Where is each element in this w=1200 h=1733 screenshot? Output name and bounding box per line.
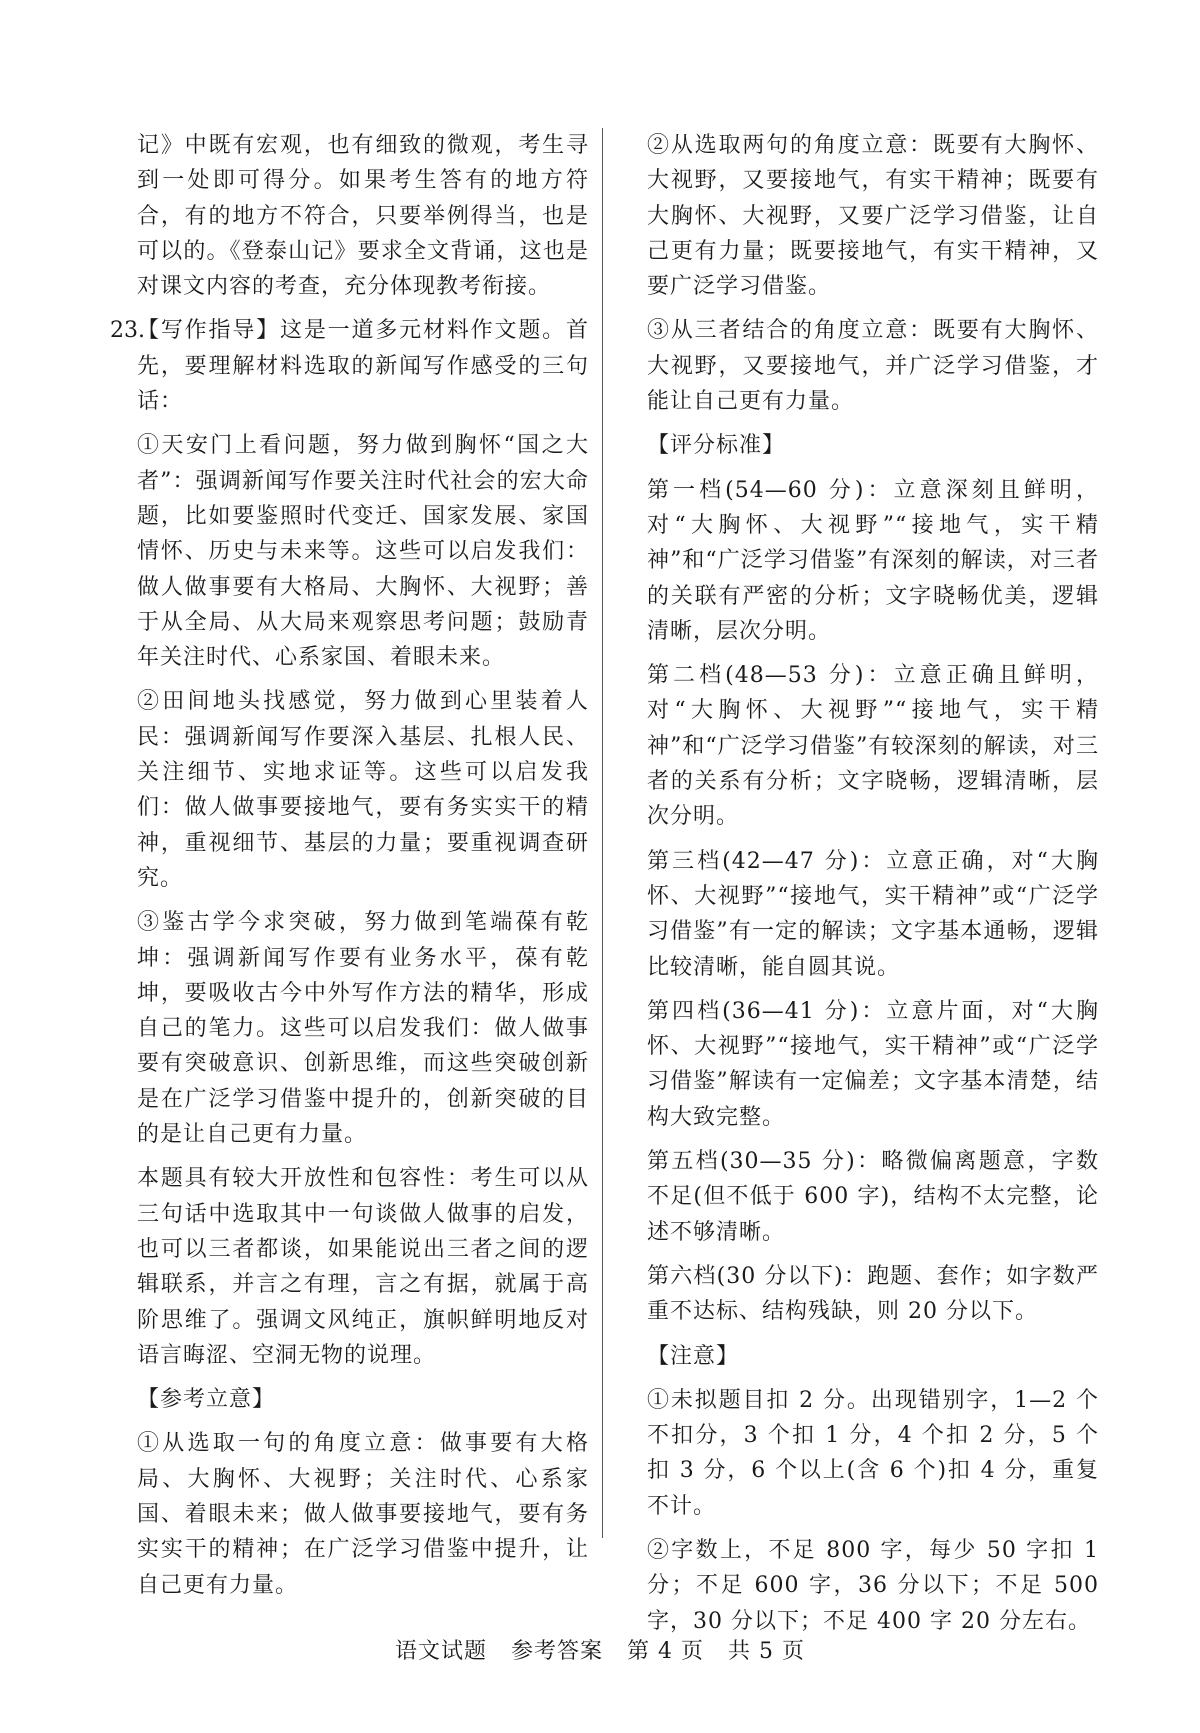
grade-4: 第四档(36—41 分)：立意片面，对“大胸怀、大视野”“接地气，实干精神”或“广泛学习借鉴”解读有一定偏差；文字基本清楚，结构大致完整。 xyxy=(647,998,1099,1130)
question-23 xyxy=(110,313,589,419)
right-column xyxy=(647,128,1099,1639)
footer-page-number: 第 4 页 xyxy=(627,1639,705,1664)
reference-item-1: ①从选取一句的角度立意：做事要有大格局、大胸怀、大视野；关注时代、心系家国、着眼未来；做人做事要接地气，要有务实实干的精神；在广泛学习借鉴中提升，让自己更有力量。 xyxy=(137,1431,589,1598)
reference-item-3: ③从三者结合的角度立意：既要有大胸怀、大视野，又要接地气，并广泛学习借鉴，才能让自己更有力量。 xyxy=(647,318,1099,415)
grade-3: 第三档(42—47 分)：立意正确，对“大胸怀、大视野”“接地气，实干精神”或“广泛学习借鉴”有一定的解读；文字基本通畅，逻辑比较清晰，能自圆其说。 xyxy=(647,848,1099,980)
footer-total-pages: 共 5 页 xyxy=(728,1639,805,1664)
grade-5: 第五档(30—35 分)：略微偏离题意，字数不足(但不低于 600 字)，结构不太完整，论述不够清晰。 xyxy=(647,1149,1099,1245)
left-column xyxy=(110,128,589,1603)
note-heading: 【注意】 xyxy=(647,1343,740,1369)
column-divider xyxy=(602,128,603,1538)
openness-paragraph: 本题具有较大开放性和包容性：考生可以从三句话中选取其中一句谈做人做事的启发，也可以三者都谈，如果能说出三者之间的逻辑联系，并言之有理，言之有据，就属于高阶思维了。强调文风纯正，旗帜鲜明地反对语言晦涩、空洞无物的说理。 xyxy=(137,1166,589,1368)
question-number: 23. xyxy=(110,318,145,344)
grade-1: 第一档(54—60 分)：立意深刻且鲜明，对“大胸怀、大视野”“接地气，实干精神”和“广泛学习借鉴”有深刻的解读，对三者的关联有严密的分析；文字晓畅优美，逻辑清晰，层次分明。 xyxy=(647,477,1099,644)
note-2: ②字数上，不足 800 字，每少 50 字扣 1 分；不足 600 字，36 分以下；不足 500 字，30 分以下；不足 400 字 20 分左右。 xyxy=(647,1537,1099,1634)
guide-item-2: ②田间地头找感觉，努力做到心里装着人民：强调新闻写作要深入基层、扎根人民、关注细节、实地求证等。这些可以启发我们：做人做事要接地气，要有务实实干的精神，重视细节、基层的力量；要重视调查研究。 xyxy=(137,689,589,891)
guide-item-1: ①天安门上看问题，努力做到胸怀“国之大者”：强调新闻写作要关注时代社会的宏大命题，比如要鉴照时代变迁、国家发展、家国情怀、历史与未来等。这些可以启发我们：做人做事要有大格局、大胸怀、大视野；善于从全局、从大局来观察思考问题；鼓励青年关注时代、心系家国、着眼未来。 xyxy=(137,433,589,671)
footer-subject: 语文试题 xyxy=(395,1639,488,1664)
reference-heading: 【参考立意】 xyxy=(137,1387,276,1413)
grade-6: 第六档(30 分以下)：跑题、套作；如字数严重不达标、结构残缺，则 20 分以下。 xyxy=(647,1263,1099,1325)
note-1: ①未拟题目扣 2 分。出现错别字，1—2 个不扣分，3 个扣 1 分，4 个扣 2 分，5 个扣 3 分，6 个以上(含 6 个)扣 4 分，重复不计。 xyxy=(647,1387,1099,1519)
guide-item-3: ③鉴古学今求突破，努力做到笔端葆有乾坤：强调新闻写作要有业务水平，葆有乾坤，要吸收古今中外写作方法的精华，形成自己的笔力。这些可以启发我们：做人做事要有突破意识、创新思维，而这些突破创新是在广泛学习借鉴中提升的，创新突破的目的是让自己更有力量。 xyxy=(137,910,589,1148)
intro-paragraph: 记》中既有宏观，也有细致的微观，考生寻到一处即可得分。如果考生答有的地方符合，有的地方不符合，只要举例得当，也是可以的。《登泰山记》要求全文背诵，这也是对课文内容的考查，充分体现教考衔接。 xyxy=(137,133,589,300)
footer-doc-type: 参考答案 xyxy=(511,1639,604,1664)
scoring-heading: 【评分标准】 xyxy=(647,433,786,459)
reference-item-2: ②从选取两句的角度立意：既要有大胸怀、大视野，又要接地气，有实干精神；既要有大胸怀、大视野，又要广泛学习借鉴，让自己更有力量；既要接地气，有实干精神，又要广泛学习借鉴。 xyxy=(647,133,1099,300)
grade-2: 第二档(48—53 分)：立意正确且鲜明，对“大胸怀、大视野”“接地气，实干精神”和“广泛学习借鉴”有较深刻的解读，对三者的关系有分析；文字晓畅，逻辑清晰，层次分明。 xyxy=(647,663,1099,830)
writing-guide-intro: 【写作指导】这是一道多元材料作文题。首先，要理解材料选取的新闻写作感受的三句话： xyxy=(137,318,589,415)
page-footer xyxy=(0,1634,1200,1665)
